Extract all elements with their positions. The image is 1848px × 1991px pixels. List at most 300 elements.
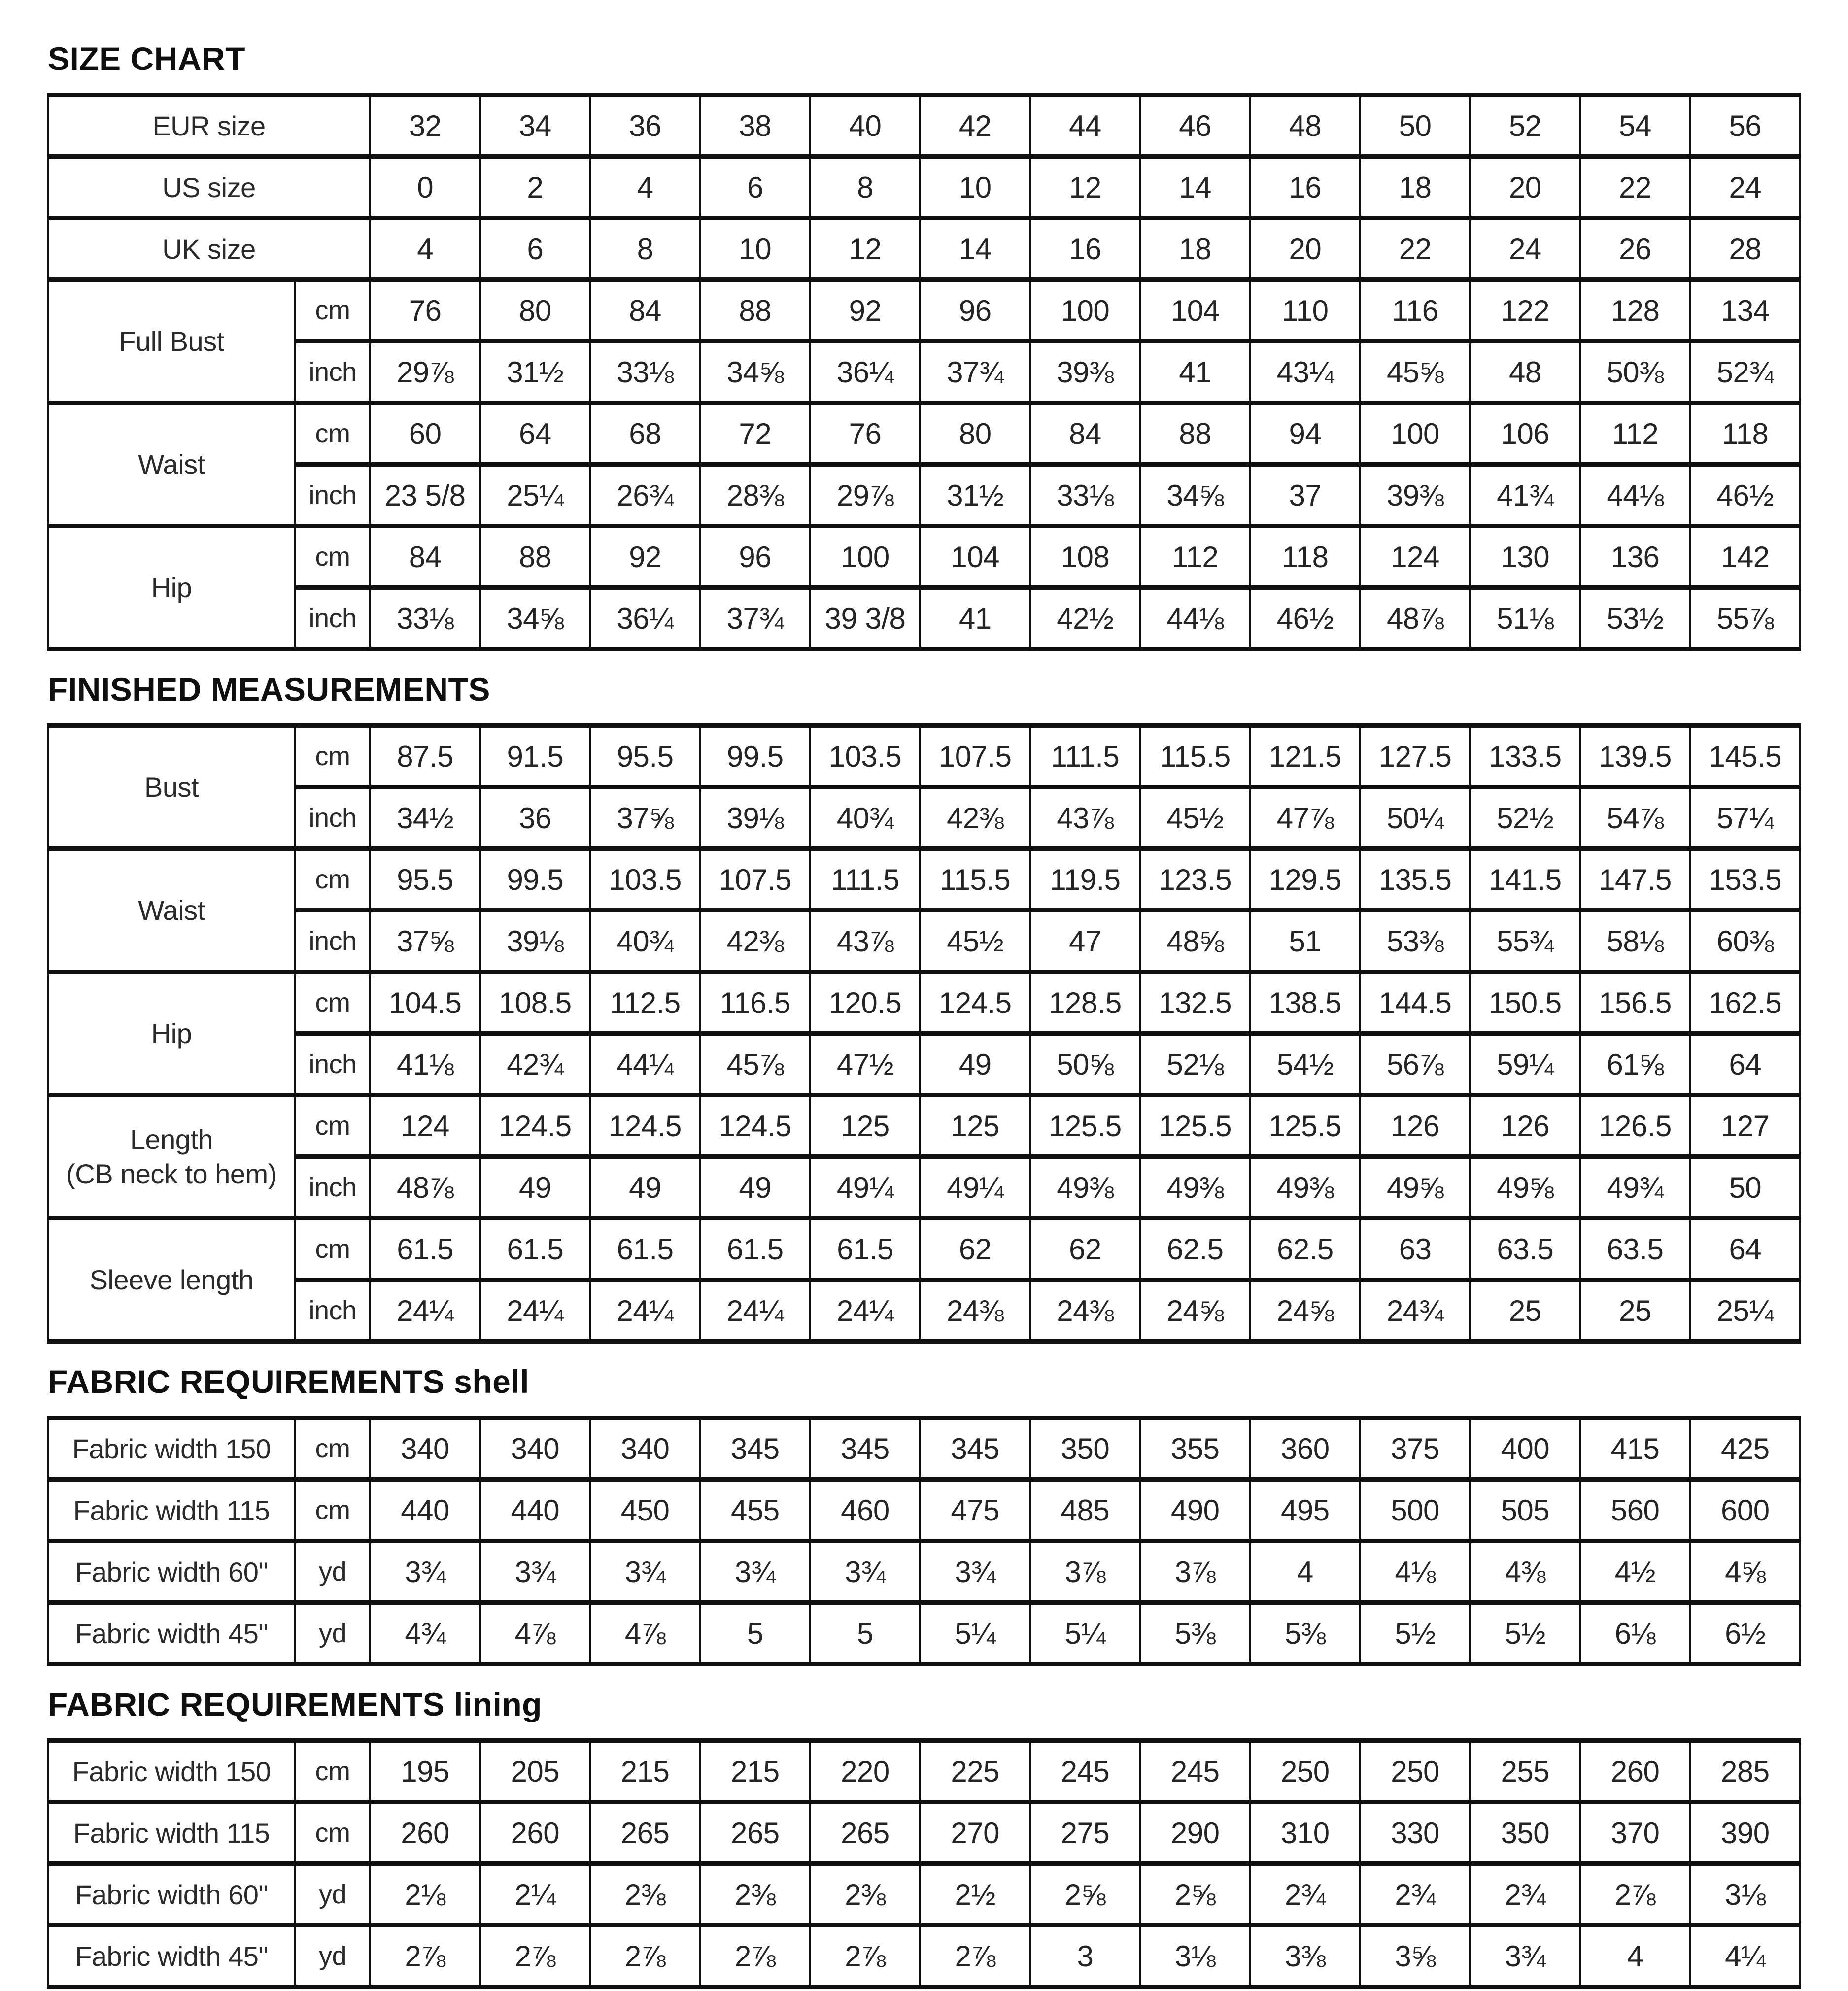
value-cell: 2⅞	[480, 1925, 590, 1987]
value-cell: 260	[370, 1802, 480, 1864]
value-cell: 118	[1690, 403, 1800, 465]
value-cell: 34⅝	[480, 588, 590, 649]
value-cell: 156.5	[1580, 972, 1690, 1034]
table-row	[48, 157, 1800, 218]
value-cell: 33⅛	[590, 341, 700, 403]
value-cell: 94	[1250, 403, 1360, 465]
value-cell: 31½	[920, 465, 1030, 526]
value-cell: 5½	[1470, 1603, 1580, 1664]
value-cell: 43¼	[1250, 341, 1360, 403]
value-cell: 87.5	[370, 726, 480, 787]
value-cell: 255	[1470, 1741, 1580, 1802]
value-cell: 61.5	[370, 1218, 480, 1280]
value-cell: 24¼	[480, 1280, 590, 1342]
table-row	[48, 218, 1800, 280]
value-cell: 39⅛	[700, 787, 810, 849]
fabric-requirements-lining-section	[47, 1688, 1801, 1989]
value-cell: 2⅞	[590, 1925, 700, 1987]
value-cell: 126.5	[1580, 1095, 1690, 1157]
value-cell: 63	[1360, 1218, 1470, 1280]
value-cell: 80	[920, 403, 1030, 465]
table-row	[48, 95, 1800, 157]
value-cell: 16	[1030, 218, 1140, 280]
value-cell: 111.5	[1030, 726, 1140, 787]
value-cell: 61⅝	[1580, 1034, 1690, 1095]
value-cell: 390	[1690, 1802, 1800, 1864]
table-row	[48, 280, 1800, 341]
value-cell: 3¾	[1470, 1925, 1580, 1987]
table-row	[48, 1034, 1800, 1095]
value-cell: 3⅜	[1250, 1925, 1360, 1987]
value-cell: 124	[370, 1095, 480, 1157]
value-cell: 80	[480, 280, 590, 341]
value-cell: 270	[920, 1802, 1030, 1864]
value-cell: 245	[1140, 1741, 1250, 1802]
value-cell: 38	[700, 95, 810, 157]
value-cell: 340	[590, 1418, 700, 1480]
value-cell: 116.5	[700, 972, 810, 1034]
value-cell: 4½	[1580, 1541, 1690, 1603]
row-label-cell: Fabric width 150	[48, 1418, 295, 1480]
value-cell: 125.5	[1140, 1095, 1250, 1157]
value-cell: 52¾	[1690, 341, 1800, 403]
value-cell: 6	[700, 157, 810, 218]
value-cell: 125	[810, 1095, 920, 1157]
value-cell: 49⅝	[1470, 1157, 1580, 1218]
value-cell: 130	[1470, 526, 1580, 588]
value-cell: 88	[480, 526, 590, 588]
row-label-cell: Hip	[48, 972, 295, 1095]
value-cell: 37⅝	[590, 787, 700, 849]
value-cell: 250	[1360, 1741, 1470, 1802]
value-cell: 64	[1690, 1218, 1800, 1280]
row-label-cell: Fabric width 150	[48, 1741, 295, 1802]
value-cell: 2⅞	[700, 1925, 810, 1987]
value-cell: 28⅜	[700, 465, 810, 526]
value-cell: 125.5	[1030, 1095, 1140, 1157]
value-cell: 108.5	[480, 972, 590, 1034]
value-cell: 460	[810, 1480, 920, 1541]
table-row	[48, 1480, 1800, 1541]
value-cell: 22	[1360, 218, 1470, 280]
value-cell: 36	[590, 95, 700, 157]
table-row	[48, 1603, 1800, 1664]
value-cell: 51⅛	[1470, 588, 1580, 649]
value-cell: 124	[1360, 526, 1470, 588]
value-cell: 54⅞	[1580, 787, 1690, 849]
value-cell: 112	[1580, 403, 1690, 465]
unit-cell: inch	[295, 787, 370, 849]
value-cell: 120.5	[810, 972, 920, 1034]
table-row	[48, 911, 1800, 972]
value-cell: 24⅝	[1250, 1280, 1360, 1342]
row-label-cell: Bust	[48, 726, 295, 849]
value-cell: 121.5	[1250, 726, 1360, 787]
value-cell: 106	[1470, 403, 1580, 465]
value-cell: 60⅜	[1690, 911, 1800, 972]
value-cell: 34⅝	[1140, 465, 1250, 526]
unit-cell: yd	[295, 1603, 370, 1664]
value-cell: 14	[920, 218, 1030, 280]
value-cell: 205	[480, 1741, 590, 1802]
value-cell: 4	[370, 218, 480, 280]
value-cell: 285	[1690, 1741, 1800, 1802]
value-cell: 345	[700, 1418, 810, 1480]
value-cell: 195	[370, 1741, 480, 1802]
unit-cell: cm	[295, 403, 370, 465]
unit-cell: yd	[295, 1864, 370, 1925]
value-cell: 24	[1690, 157, 1800, 218]
value-cell: 104	[920, 526, 1030, 588]
value-cell: 72	[700, 403, 810, 465]
row-label-cell: Full Bust	[48, 280, 295, 403]
value-cell: 49	[920, 1034, 1030, 1095]
value-cell: 41¾	[1470, 465, 1580, 526]
value-cell: 330	[1360, 1802, 1470, 1864]
table-row	[48, 849, 1800, 911]
value-cell: 49	[700, 1157, 810, 1218]
size-chart-title: SIZE CHART	[48, 40, 245, 77]
value-cell: 5¼	[920, 1603, 1030, 1664]
value-cell: 55⅞	[1690, 588, 1800, 649]
table-row	[48, 972, 1800, 1034]
value-cell: 46½	[1690, 465, 1800, 526]
value-cell: 18	[1140, 218, 1250, 280]
value-cell: 4⅞	[480, 1603, 590, 1664]
fabric-lining-title: FABRIC REQUIREMENTS lining	[48, 1686, 542, 1722]
value-cell: 36¼	[590, 588, 700, 649]
value-cell: 42⅜	[920, 787, 1030, 849]
value-cell: 54½	[1250, 1034, 1360, 1095]
row-label-cell: Fabric width 115	[48, 1802, 295, 1864]
row-label-cell: Fabric width 115	[48, 1480, 295, 1541]
value-cell: 29⅞	[810, 465, 920, 526]
value-cell: 63.5	[1580, 1218, 1690, 1280]
value-cell: 123.5	[1140, 849, 1250, 911]
value-cell: 2	[480, 157, 590, 218]
value-cell: 23 5/8	[370, 465, 480, 526]
value-cell: 126	[1470, 1095, 1580, 1157]
value-cell: 425	[1690, 1418, 1800, 1480]
unit-cell: cm	[295, 726, 370, 787]
value-cell: 3¾	[700, 1541, 810, 1603]
value-cell: 50⅜	[1580, 341, 1690, 403]
value-cell: 112	[1140, 526, 1250, 588]
value-cell: 107.5	[700, 849, 810, 911]
value-cell: 5⅜	[1140, 1603, 1250, 1664]
value-cell: 62	[1030, 1218, 1140, 1280]
value-cell: 3¾	[480, 1541, 590, 1603]
value-cell: 104.5	[370, 972, 480, 1034]
value-cell: 63.5	[1470, 1218, 1580, 1280]
value-cell: 104	[1140, 280, 1250, 341]
value-cell: 265	[810, 1802, 920, 1864]
value-cell: 33⅛	[370, 588, 480, 649]
value-cell: 52½	[1470, 787, 1580, 849]
value-cell: 147.5	[1580, 849, 1690, 911]
value-cell: 88	[700, 280, 810, 341]
value-cell: 8	[810, 157, 920, 218]
table-row	[48, 1095, 1800, 1157]
value-cell: 133.5	[1470, 726, 1580, 787]
value-cell: 45⅝	[1360, 341, 1470, 403]
value-cell: 3	[1030, 1925, 1140, 1987]
value-cell: 340	[370, 1418, 480, 1480]
unit-cell: cm	[295, 1095, 370, 1157]
value-cell: 118	[1250, 526, 1360, 588]
value-cell: 48	[1250, 95, 1360, 157]
value-cell: 24¾	[1360, 1280, 1470, 1342]
table-row	[48, 403, 1800, 465]
value-cell: 225	[920, 1741, 1030, 1802]
value-cell: 24	[1470, 218, 1580, 280]
value-cell: 95.5	[590, 726, 700, 787]
value-cell: 115.5	[920, 849, 1030, 911]
value-cell: 5	[810, 1603, 920, 1664]
value-cell: 4	[590, 157, 700, 218]
value-cell: 260	[1580, 1741, 1690, 1802]
value-cell: 100	[1030, 280, 1140, 341]
value-cell: 59¼	[1470, 1034, 1580, 1095]
value-cell: 50¼	[1360, 787, 1470, 849]
value-cell: 144.5	[1360, 972, 1470, 1034]
value-cell: 41	[920, 588, 1030, 649]
value-cell: 16	[1250, 157, 1360, 218]
value-cell: 128.5	[1030, 972, 1140, 1034]
value-cell: 14	[1140, 157, 1250, 218]
value-cell: 475	[920, 1480, 1030, 1541]
unit-cell: inch	[295, 465, 370, 526]
value-cell: 43⅞	[810, 911, 920, 972]
value-cell: 29⅞	[370, 341, 480, 403]
value-cell: 84	[1030, 403, 1140, 465]
value-cell: 24¼	[700, 1280, 810, 1342]
fabric-lining-table-container	[47, 1738, 1801, 1989]
unit-cell: cm	[295, 280, 370, 341]
value-cell: 48⅞	[370, 1157, 480, 1218]
value-cell: 24¼	[810, 1280, 920, 1342]
size-chart-table	[47, 93, 1801, 651]
value-cell: 48	[1470, 341, 1580, 403]
value-cell: 3⅝	[1360, 1925, 1470, 1987]
unit-cell: cm	[295, 1418, 370, 1480]
value-cell: 24⅜	[920, 1280, 1030, 1342]
value-cell: 42½	[1030, 588, 1140, 649]
value-cell: 84	[590, 280, 700, 341]
value-cell: 76	[810, 403, 920, 465]
value-cell: 6	[480, 218, 590, 280]
value-cell: 92	[590, 526, 700, 588]
value-cell: 110	[1250, 280, 1360, 341]
value-cell: 24¼	[370, 1280, 480, 1342]
value-cell: 48⅝	[1140, 911, 1250, 972]
unit-cell: cm	[295, 1218, 370, 1280]
unit-cell: inch	[295, 1034, 370, 1095]
value-cell: 3¾	[920, 1541, 1030, 1603]
value-cell: 61.5	[810, 1218, 920, 1280]
value-cell: 47	[1030, 911, 1140, 972]
value-cell: 50	[1360, 95, 1470, 157]
value-cell: 53½	[1580, 588, 1690, 649]
value-cell: 25¼	[480, 465, 590, 526]
value-cell: 76	[370, 280, 480, 341]
value-cell: 2¾	[1360, 1864, 1470, 1925]
value-cell: 4¼	[1690, 1925, 1800, 1987]
value-cell: 52⅛	[1140, 1034, 1250, 1095]
value-cell: 36	[480, 787, 590, 849]
value-cell: 25	[1470, 1280, 1580, 1342]
value-cell: 2⅜	[590, 1864, 700, 1925]
value-cell: 33⅛	[1030, 465, 1140, 526]
table-row	[48, 1864, 1800, 1925]
unit-cell: cm	[295, 1802, 370, 1864]
value-cell: 134	[1690, 280, 1800, 341]
finished-table	[47, 723, 1801, 1344]
value-cell: 112.5	[590, 972, 700, 1034]
value-cell: 31½	[480, 341, 590, 403]
value-cell: 46	[1140, 95, 1250, 157]
value-cell: 2⅜	[810, 1864, 920, 1925]
value-cell: 220	[810, 1741, 920, 1802]
value-cell: 47½	[810, 1034, 920, 1095]
value-cell: 2⅝	[1140, 1864, 1250, 1925]
value-cell: 37⅝	[370, 911, 480, 972]
value-cell: 125	[920, 1095, 1030, 1157]
value-cell: 40¾	[590, 911, 700, 972]
value-cell: 6½	[1690, 1603, 1800, 1664]
value-cell: 3¾	[810, 1541, 920, 1603]
value-cell: 103.5	[810, 726, 920, 787]
finished-measurements-table-container	[47, 723, 1801, 1344]
value-cell: 129.5	[1250, 849, 1360, 911]
row-label-cell: Sleeve length	[48, 1218, 295, 1342]
value-cell: 260	[480, 1802, 590, 1864]
value-cell: 49⅜	[1030, 1157, 1140, 1218]
value-cell: 127.5	[1360, 726, 1470, 787]
value-cell: 47⅞	[1250, 787, 1360, 849]
value-cell: 60	[370, 403, 480, 465]
value-cell: 124.5	[590, 1095, 700, 1157]
value-cell: 20	[1250, 218, 1360, 280]
value-cell: 2⅞	[370, 1925, 480, 1987]
row-label-cell: Fabric width 45"	[48, 1603, 295, 1664]
value-cell: 340	[480, 1418, 590, 1480]
unit-cell: cm	[295, 1480, 370, 1541]
value-cell: 119.5	[1030, 849, 1140, 911]
value-cell: 64	[1690, 1034, 1800, 1095]
value-cell: 127	[1690, 1095, 1800, 1157]
unit-cell: inch	[295, 911, 370, 972]
value-cell: 350	[1470, 1802, 1580, 1864]
value-cell: 345	[920, 1418, 1030, 1480]
value-cell: 92	[810, 280, 920, 341]
value-cell: 12	[810, 218, 920, 280]
value-cell: 12	[1030, 157, 1140, 218]
value-cell: 54	[1580, 95, 1690, 157]
value-cell: 136	[1580, 526, 1690, 588]
table-row	[48, 1741, 1800, 1802]
value-cell: 2⅞	[1580, 1864, 1690, 1925]
value-cell: 2⅞	[810, 1925, 920, 1987]
value-cell: 250	[1250, 1741, 1360, 1802]
value-cell: 145.5	[1690, 726, 1800, 787]
value-cell: 37	[1250, 465, 1360, 526]
value-cell: 49⅜	[1140, 1157, 1250, 1218]
value-cell: 43⅞	[1030, 787, 1140, 849]
table-row	[48, 341, 1800, 403]
value-cell: 2½	[920, 1864, 1030, 1925]
row-label-cell: US size	[48, 157, 370, 218]
value-cell: 49	[590, 1157, 700, 1218]
value-cell: 355	[1140, 1418, 1250, 1480]
value-cell: 28	[1690, 218, 1800, 280]
value-cell: 37¾	[700, 588, 810, 649]
value-cell: 100	[810, 526, 920, 588]
value-cell: 107.5	[920, 726, 1030, 787]
value-cell: 56⅞	[1360, 1034, 1470, 1095]
value-cell: 50⅝	[1030, 1034, 1140, 1095]
value-cell: 52	[1470, 95, 1580, 157]
finished-measurements-section	[47, 673, 1801, 1344]
value-cell: 126	[1360, 1095, 1470, 1157]
value-cell: 49¼	[810, 1157, 920, 1218]
value-cell: 44⅛	[1580, 465, 1690, 526]
value-cell: 20	[1470, 157, 1580, 218]
value-cell: 10	[700, 218, 810, 280]
value-cell: 57¼	[1690, 787, 1800, 849]
value-cell: 45⅞	[700, 1034, 810, 1095]
value-cell: 103.5	[590, 849, 700, 911]
value-cell: 108	[1030, 526, 1140, 588]
value-cell: 450	[590, 1480, 700, 1541]
value-cell: 45½	[920, 911, 1030, 972]
value-cell: 4⅜	[1470, 1541, 1580, 1603]
value-cell: 99.5	[480, 849, 590, 911]
value-cell: 265	[700, 1802, 810, 1864]
value-cell: 125.5	[1250, 1095, 1360, 1157]
table-row	[48, 1541, 1800, 1603]
unit-cell: cm	[295, 972, 370, 1034]
value-cell: 49⅝	[1360, 1157, 1470, 1218]
value-cell: 10	[920, 157, 1030, 218]
table-row	[48, 1418, 1800, 1480]
value-cell: 2⅞	[920, 1925, 1030, 1987]
table-row	[48, 1925, 1800, 1987]
value-cell: 116	[1360, 280, 1470, 341]
table-row	[48, 1802, 1800, 1864]
finished-measurements-title: FINISHED MEASUREMENTS	[48, 671, 490, 708]
value-cell: 84	[370, 526, 480, 588]
value-cell: 62.5	[1250, 1218, 1360, 1280]
value-cell: 215	[700, 1741, 810, 1802]
value-cell: 370	[1580, 1802, 1690, 1864]
row-label-cell: Waist	[48, 403, 295, 526]
value-cell: 8	[590, 218, 700, 280]
value-cell: 400	[1470, 1418, 1580, 1480]
value-cell: 49	[480, 1157, 590, 1218]
value-cell: 124.5	[700, 1095, 810, 1157]
value-cell: 39⅜	[1030, 341, 1140, 403]
value-cell: 100	[1360, 403, 1470, 465]
value-cell: 415	[1580, 1418, 1690, 1480]
value-cell: 37¾	[920, 341, 1030, 403]
value-cell: 53⅜	[1360, 911, 1470, 972]
table-row	[48, 1157, 1800, 1218]
value-cell: 34⅝	[700, 341, 810, 403]
table-row	[48, 526, 1800, 588]
value-cell: 142	[1690, 526, 1800, 588]
value-cell: 162.5	[1690, 972, 1800, 1034]
